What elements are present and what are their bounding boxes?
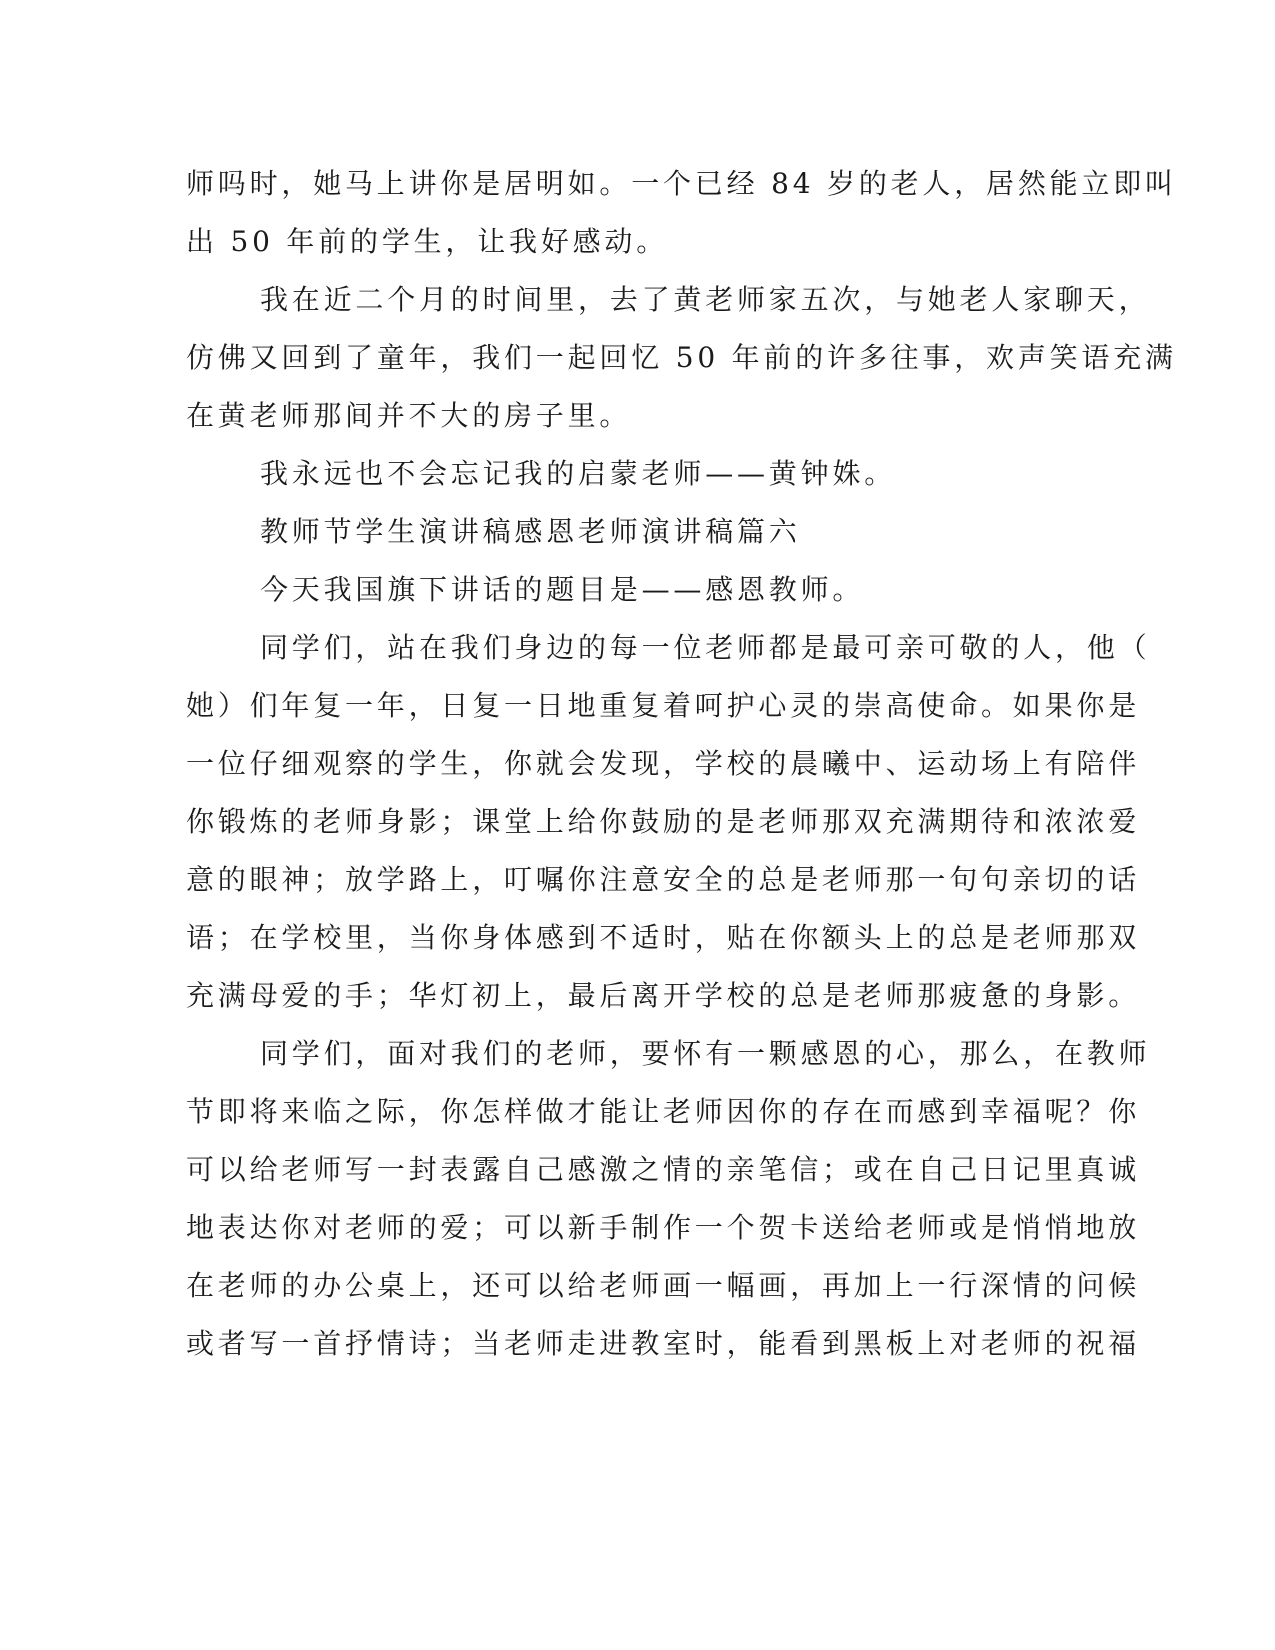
- text-line: 出 50 年前的学生，让我好感动。: [186, 225, 669, 258]
- section-heading: 教师节学生演讲稿感恩老师演讲稿篇六: [260, 515, 801, 548]
- text-line: 可以给老师写一封表露自己感激之情的亲笔信；或在自己日记里真诚: [186, 1153, 1141, 1186]
- text-line: 语；在学校里，当你身体感到不适时，贴在你额头上的总是老师那双: [186, 921, 1141, 954]
- text-line: 她）们年复一年，日复一日地重复着呵护心灵的崇高使命。如果你是: [186, 689, 1141, 722]
- text-line: 意的眼神；放学路上，叮嘱你注意安全的总是老师那一句句亲切的话: [186, 863, 1141, 896]
- text-line: 节即将来临之际，你怎样做才能让老师因你的存在而感到幸福呢？你: [186, 1095, 1141, 1128]
- text-line: 在老师的办公桌上，还可以给老师画一幅画，再加上一行深情的问候: [186, 1269, 1141, 1302]
- text-line: 或者写一首抒情诗；当老师走进教室时，能看到黑板上对老师的祝福: [186, 1327, 1141, 1360]
- paragraph-start-line: 我永远也不会忘记我的启蒙老师——黄钟姝。: [260, 457, 897, 490]
- text-line: 一位仔细观察的学生，你就会发现，学校的晨曦中、运动场上有陪伴: [186, 747, 1141, 780]
- text-line: 师吗时，她马上讲你是居明如。一个已经 84 岁的老人，居然能立即叫: [186, 167, 1177, 200]
- text-line: 你锻炼的老师身影；课堂上给你鼓励的是老师那双充满期待和浓浓爱: [186, 805, 1141, 838]
- paragraph-start-line: 今天我国旗下讲话的题目是——感恩教师。: [260, 573, 865, 606]
- paragraph-start-line: 我在近二个月的时间里，去了黄老师家五次，与她老人家聊天，: [260, 283, 1151, 316]
- text-line: 充满母爱的手；华灯初上，最后离开学校的总是老师那疲惫的身影。: [186, 979, 1141, 1012]
- paragraph-start-line: 同学们，站在我们身边的每一位老师都是最可亲可敬的人，他（: [260, 631, 1151, 664]
- paragraph-start-line: 同学们，面对我们的老师，要怀有一颗感恩的心，那么，在教师: [260, 1037, 1151, 1070]
- text-line: 仿佛又回到了童年，我们一起回忆 50 年前的许多往事，欢声笑语充满: [186, 341, 1177, 374]
- text-line: 在黄老师那间并不大的房子里。: [186, 399, 632, 432]
- text-line: 地表达你对老师的爱；可以新手制作一个贺卡送给老师或是悄悄地放: [186, 1211, 1141, 1244]
